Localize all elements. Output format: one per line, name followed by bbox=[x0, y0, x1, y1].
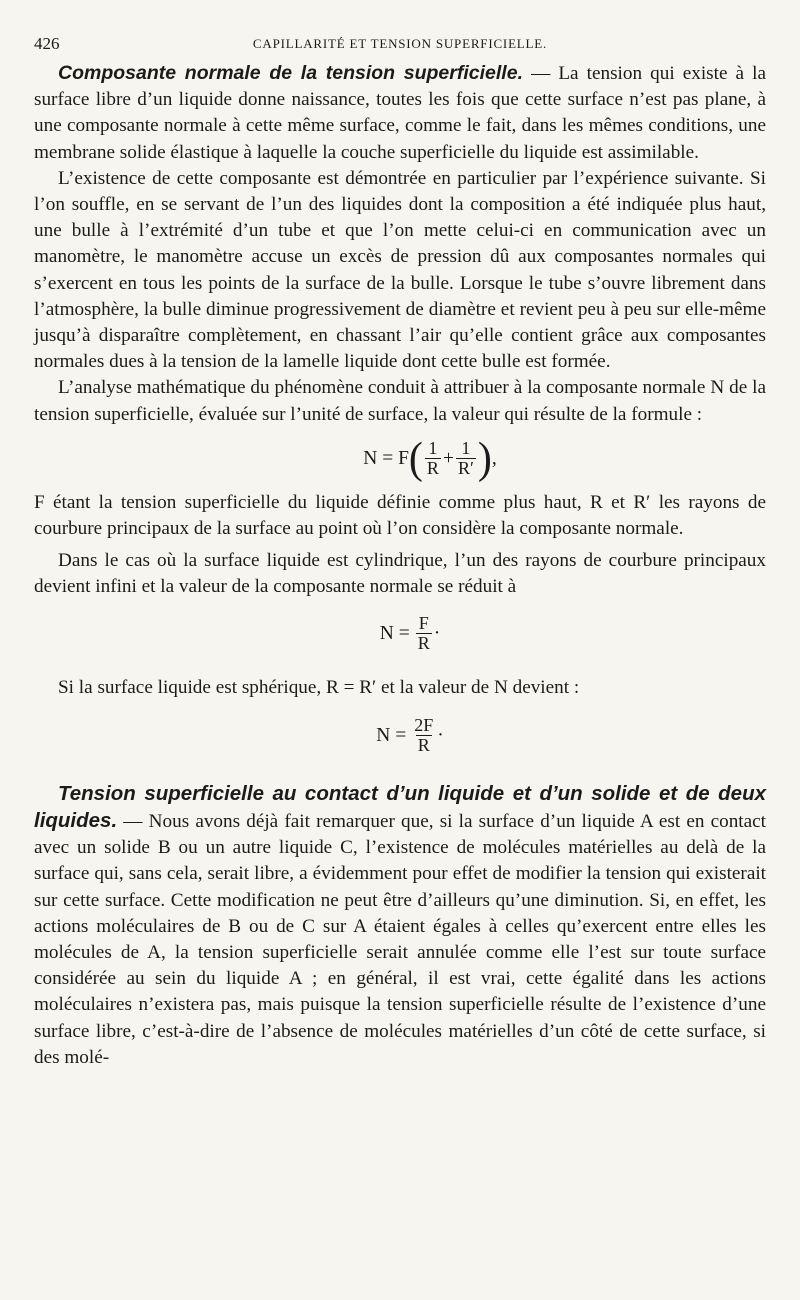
plus-sign: + bbox=[442, 447, 454, 469]
fraction-denominator: R bbox=[417, 735, 430, 756]
fraction-numerator: 2F bbox=[414, 715, 434, 736]
formula-1-tail: , bbox=[491, 447, 497, 469]
formula-2-tail: · bbox=[433, 622, 441, 644]
formula-spherical bbox=[54, 701, 766, 771]
fraction-denominator: R bbox=[417, 633, 430, 654]
running-head bbox=[34, 30, 766, 54]
close-paren-glyph: ) bbox=[477, 434, 492, 483]
fraction-denominator: R′ bbox=[457, 458, 474, 479]
fraction-numerator: F bbox=[418, 613, 429, 634]
section-1-paragraph-2: L’existence de cette composante est démontrée en particulier par l’expérience suivante. Si l’on souffle, en se servant de l’un des liquides dont la composition a été indiquée plus haut, une bulle à l’extrémité d’un tube et que l’on mette celui-ci en communication avec un manomètre, le manomètre accuse un excès de pression dû aux composantes normales qui s’exercent en tous les points de la surface de la bulle. Lorsque le tube s’ouvre librement dans l’atmosphère, la bulle diminue progressivement de diamètre et revient peu à peu sur elle-même jusqu’à disparaître complètement, en chassant l’air qu’elle contient grâce aux composantes normales dues à la tension de la lamelle liquide dont cette bulle est formée. bbox=[34, 167, 766, 373]
section-2-heading: Tension superficielle au contact d’un liquide et d’un solide et de deux liquides. bbox=[34, 781, 766, 833]
fraction-f-over-r bbox=[416, 614, 432, 653]
section-1-paragraph-4: F étant la tension superficielle du liquide définie comme plus haut, R et R′ les rayons de courbure principaux de la surface au point où l’on considère la composante normale. bbox=[34, 491, 766, 540]
formula-cylindrical bbox=[54, 601, 766, 667]
section-1-paragraph-6: Si la surface liquide est sphérique, R = R′ et la valeur de N devient : bbox=[58, 676, 580, 698]
fraction-1-over-r-prime bbox=[456, 439, 476, 478]
fraction-denominator: R bbox=[426, 458, 439, 479]
section-1-heading: Composante normale de la tension superficielle. bbox=[58, 62, 523, 84]
fraction-2f-over-r bbox=[412, 716, 435, 755]
section-1-paragraph-1 bbox=[34, 60, 766, 166]
section-2-paragraph-1 bbox=[34, 781, 766, 1071]
open-paren-glyph: ( bbox=[408, 434, 423, 483]
fraction-1-over-r bbox=[425, 439, 441, 478]
section-1-paragraph-5: Dans le cas où la surface liquide est cylindrique, l’un des rayons de courbure principaux devient infini et la valeur de la composante normale se réduit à bbox=[34, 550, 766, 598]
formula-1-lhs: N = F bbox=[363, 447, 409, 469]
formula-3-tail: · bbox=[437, 724, 444, 746]
fraction-numerator: 1 bbox=[461, 438, 471, 459]
formula-normal-component bbox=[94, 428, 766, 490]
formula-2-lhs: N = bbox=[379, 622, 410, 644]
running-title: CAPILLARITÉ ET TENSION SUPERFICIELLE. bbox=[252, 36, 548, 51]
section-1-paragraph-3: L’analyse mathématique du phénomène conduit à attribuer à la composante normale N de la tension superficielle, évaluée sur l’unité de surface, la valeur qui résulte de la formule : bbox=[34, 377, 766, 425]
section-2-paragraph-1-text: — Nous avons déjà fait remarquer que, si la surface d’un liquide A est en contact avec un solide B ou un autre liquide C, l’existence de molécules matérielles au delà de la surface qui, sans cela, serait libre, a évidemment pour effet de modifier la tension qui existerait sur cette surface. Cette modification ne peut être d’ailleurs qu’une diminution. Si, en effet, les actions moléculaires de B ou de C sur A étaient égales à celles qu’exercent entre elles les molécules de A, la tension superficielle serait annulée comme elle l’est sur toute surface considérée au sein du liquide A ; en général, il est vrai, cette égalité dans les actions moléculaires n’existera pas, mais puisque la tension superficielle résulte de l’existence d’une surface libre, c’est-à-dire de l’absence de molécules matérielles d’un côté de cette surface, si des molé- bbox=[34, 811, 766, 1068]
fraction-numerator: 1 bbox=[428, 438, 438, 459]
formula-3-lhs: N = bbox=[376, 724, 407, 746]
page-number: 426 bbox=[34, 34, 60, 53]
section-1-paragraph-1-text: — La tension qui existe à la surface libre d’un liquide donne naissance, toutes les fois que cette surface n’est pas plane, à une composante normale à cette même surface, comme le fait, dans les mêmes conditions, une membrane solide élastique à laquelle la couche superficielle du liquide est assimilable. bbox=[34, 63, 766, 163]
